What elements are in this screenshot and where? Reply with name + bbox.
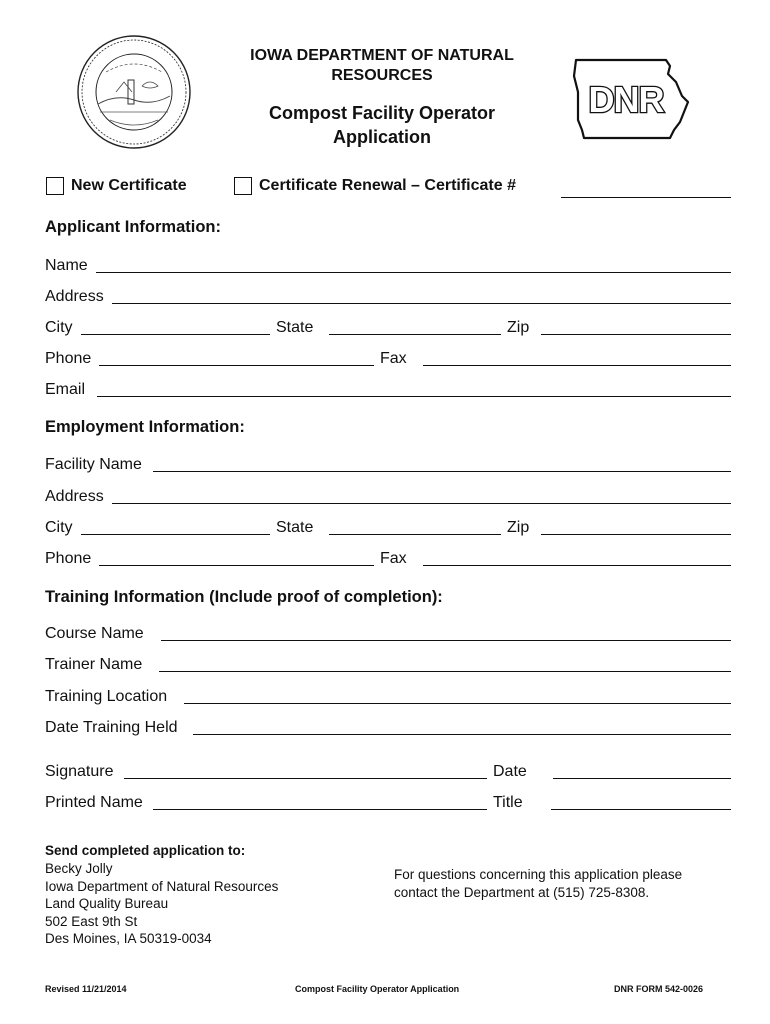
applicant-city-field[interactable]	[45, 315, 270, 337]
footer-form-title: Compost Facility Operator Application	[295, 984, 460, 994]
applicant-zip-label: Zip	[507, 319, 530, 336]
applicant-state-line[interactable]	[329, 334, 501, 335]
date-training-held-label: Date Training Held	[45, 719, 178, 736]
new-certificate-option[interactable]	[46, 177, 187, 195]
contact-line-1: For questions concerning this application please	[394, 867, 683, 882]
address-line: Becky Jolly	[45, 861, 113, 876]
trainer-name-field[interactable]	[45, 652, 731, 674]
form-number: DNR FORM 542-0026	[614, 984, 704, 994]
employment-state-line[interactable]	[329, 534, 501, 535]
certificate-renewal-option[interactable]	[234, 177, 516, 195]
address-line: Iowa Department of Natural Resources	[45, 878, 279, 894]
employment-zip-line[interactable]	[541, 534, 731, 535]
employment-state-field[interactable]	[276, 515, 501, 537]
new-certificate-label: New Certificate	[71, 177, 187, 194]
address-line: Des Moines, IA 50319-0034	[45, 931, 212, 947]
trainer-name-line[interactable]	[159, 671, 731, 672]
title-field[interactable]	[493, 790, 731, 812]
date-line[interactable]	[553, 778, 731, 779]
signature-field[interactable]	[45, 759, 487, 781]
applicant-state-label: State	[276, 319, 314, 336]
department-line-1: IOWA DEPARTMENT OF NATURAL	[250, 47, 514, 64]
course-name-label: Course Name	[45, 625, 144, 642]
course-name-field[interactable]	[45, 621, 731, 643]
signature-label: Signature	[45, 763, 114, 780]
applicant-zip-line[interactable]	[541, 334, 731, 335]
employment-heading: Employment Information:	[45, 418, 245, 436]
applicant-state-field[interactable]	[276, 315, 501, 337]
applicant-name-field[interactable]	[45, 253, 731, 275]
address-line: 502 East 9th St	[45, 913, 138, 929]
applicant-name-line[interactable]	[96, 272, 731, 273]
contact-note	[394, 866, 734, 901]
facility-name-label: Facility Name	[45, 456, 142, 473]
applicant-address-label: Address	[45, 288, 104, 305]
date-training-held-field[interactable]	[45, 715, 731, 737]
new-certificate-checkbox[interactable]	[46, 177, 64, 195]
applicant-zip-field[interactable]	[507, 315, 731, 337]
employment-phone-line[interactable]	[99, 565, 374, 566]
employment-address-label: Address	[45, 488, 104, 505]
applicant-email-line[interactable]	[97, 396, 731, 397]
address-line: Land Quality Bureau	[45, 896, 169, 912]
date-field[interactable]	[493, 759, 731, 781]
title-label: Title	[493, 794, 523, 811]
applicant-fax-line[interactable]	[423, 365, 731, 366]
applicant-heading: Applicant Information:	[45, 218, 221, 236]
employment-zip-label: Zip	[507, 519, 530, 536]
printed-name-label: Printed Name	[45, 794, 143, 811]
certificate-renewal-checkbox[interactable]	[234, 177, 252, 195]
form-title	[232, 101, 532, 149]
applicant-address-line[interactable]	[112, 303, 731, 304]
send-to-heading: Send completed application to:	[45, 843, 246, 858]
employment-city-line[interactable]	[81, 534, 270, 535]
training-location-label: Training Location	[45, 688, 168, 705]
department-name	[222, 46, 542, 86]
training-location-line[interactable]	[184, 703, 731, 704]
employment-city-field[interactable]	[45, 515, 270, 537]
employment-fax-label: Fax	[380, 550, 407, 567]
training-location-field[interactable]	[45, 684, 731, 706]
trainer-name-label: Trainer Name	[45, 656, 143, 673]
svg-text:DNR: DNR	[588, 79, 664, 120]
applicant-email-label: Email	[45, 381, 86, 398]
applicant-name-label: Name	[45, 257, 88, 274]
applicant-fax-field[interactable]	[380, 346, 731, 368]
printed-name-field[interactable]	[45, 790, 487, 812]
employment-state-label: State	[276, 519, 314, 536]
applicant-fax-label: Fax	[380, 350, 407, 367]
facility-name-line[interactable]	[153, 471, 731, 472]
certificate-renewal-label: Certificate Renewal – Certificate #	[259, 177, 516, 194]
applicant-city-line[interactable]	[81, 334, 270, 335]
employment-phone-label: Phone	[45, 550, 92, 567]
applicant-city-label: City	[45, 319, 73, 336]
applicant-phone-line[interactable]	[99, 365, 374, 366]
mailing-address	[45, 860, 278, 948]
employment-address-field[interactable]	[45, 484, 731, 506]
title-line[interactable]	[551, 809, 731, 810]
employment-zip-field[interactable]	[507, 515, 731, 537]
dnr-logo	[570, 52, 696, 144]
certificate-number-line[interactable]	[561, 197, 731, 198]
course-name-line[interactable]	[161, 640, 731, 641]
training-heading: Training Information (Include proof of completion):	[45, 588, 443, 606]
date-training-held-line[interactable]	[193, 734, 731, 735]
form-title-line-2: Application	[333, 127, 431, 147]
employment-city-label: City	[45, 519, 73, 536]
printed-name-line[interactable]	[153, 809, 487, 810]
applicant-phone-label: Phone	[45, 350, 92, 367]
applicant-email-field[interactable]	[45, 377, 731, 399]
facility-name-field[interactable]	[45, 452, 731, 474]
applicant-address-field[interactable]	[45, 284, 731, 306]
employment-fax-line[interactable]	[423, 565, 731, 566]
iowa-state-seal	[76, 34, 192, 150]
revised-date: Revised 11/21/2014	[45, 984, 127, 994]
form-title-line-1: Compost Facility Operator	[268, 103, 496, 123]
department-line-2: RESOURCES	[331, 67, 433, 84]
employment-phone-field[interactable]	[45, 546, 374, 568]
applicant-phone-field[interactable]	[45, 346, 374, 368]
date-label: Date	[493, 763, 527, 780]
employment-address-line[interactable]	[112, 503, 731, 504]
contact-line-2: contact the Department at (515) 725-8308.	[394, 884, 650, 900]
employment-fax-field[interactable]	[380, 546, 731, 568]
signature-line[interactable]	[124, 778, 488, 779]
